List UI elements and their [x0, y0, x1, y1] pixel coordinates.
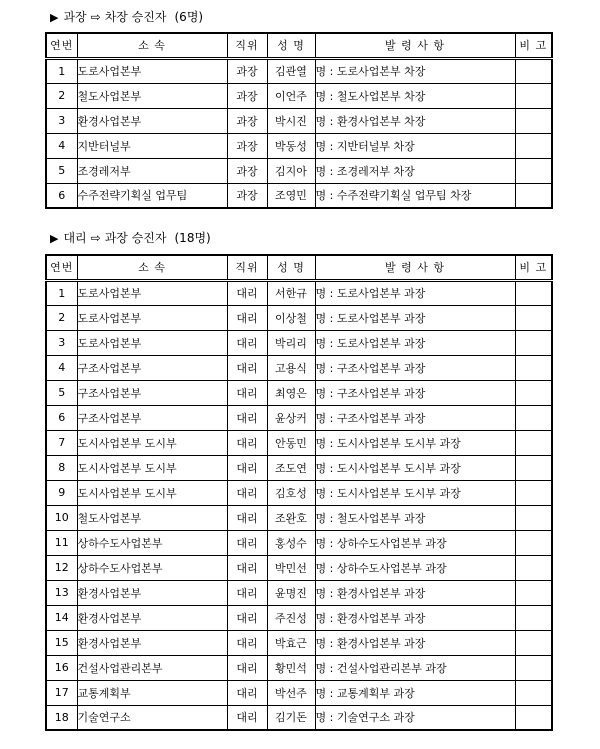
cell-position: 과장	[227, 108, 267, 133]
cell-order: 명 : 환경사업본부 과장	[315, 580, 515, 605]
cell-order: 명 : 도로사업본부 과장	[315, 330, 515, 355]
cell-no: 8	[46, 455, 77, 480]
table-row	[46, 380, 552, 405]
table-row	[46, 183, 552, 208]
cell-position: 대리	[227, 605, 267, 630]
cell-no: 15	[46, 630, 77, 655]
cell-no: 2	[46, 305, 77, 330]
section-title-2	[50, 230, 211, 247]
table-row	[46, 280, 552, 305]
cell-position: 대리	[227, 530, 267, 555]
cell-order: 명 : 구조사업본부 과장	[315, 405, 515, 430]
cell-order: 명 : 도시사업본부 도시부 과장	[315, 480, 515, 505]
cell-name: 윤명진	[267, 580, 315, 605]
cell-dept: 환경사업본부	[77, 108, 227, 133]
cell-no: 13	[46, 580, 77, 605]
cell-dept: 구조사업본부	[77, 405, 227, 430]
cell-no: 1	[46, 58, 77, 83]
cell-dept: 기술연구소	[77, 705, 227, 730]
cell-position: 대리	[227, 480, 267, 505]
cell-note	[515, 380, 552, 405]
table-row	[46, 158, 552, 183]
cell-position: 대리	[227, 555, 267, 580]
table-row	[46, 680, 552, 705]
section-from: 과장	[63, 10, 87, 24]
cell-name: 황민석	[267, 655, 315, 680]
cell-dept: 지반터널부	[77, 133, 227, 158]
cell-name: 최영은	[267, 380, 315, 405]
cell-no: 6	[46, 183, 77, 208]
cell-name: 조영민	[267, 183, 315, 208]
cell-no: 5	[46, 380, 77, 405]
cell-no: 6	[46, 405, 77, 430]
cell-dept: 도로사업본부	[77, 305, 227, 330]
cell-order: 명 : 환경사업본부 과장	[315, 605, 515, 630]
cell-order: 명 : 환경사업본부 차장	[315, 108, 515, 133]
cell-order: 명 : 도시사업본부 도시부 과장	[315, 455, 515, 480]
cell-no: 3	[46, 108, 77, 133]
table-header-row	[46, 33, 552, 58]
header-no: 연번	[46, 33, 77, 58]
cell-dept: 도시사업본부 도시부	[77, 480, 227, 505]
promotion-table-manager-to-deputy	[45, 32, 553, 209]
outline-arrow-right-icon: ⇨	[90, 10, 101, 24]
table-row	[46, 355, 552, 380]
cell-name: 주진성	[267, 605, 315, 630]
cell-note	[515, 580, 552, 605]
cell-note	[515, 405, 552, 430]
table-row	[46, 705, 552, 730]
table-row	[46, 305, 552, 330]
cell-dept: 구조사업본부	[77, 355, 227, 380]
cell-dept: 수주전략기획실 업무팀	[77, 183, 227, 208]
cell-name: 박선주	[267, 680, 315, 705]
cell-note	[515, 183, 552, 208]
cell-name: 박동성	[267, 133, 315, 158]
table-row	[46, 580, 552, 605]
cell-order: 명 : 도로사업본부 과장	[315, 280, 515, 305]
cell-note	[515, 630, 552, 655]
cell-order: 명 : 철도사업본부 과장	[315, 505, 515, 530]
cell-note	[515, 158, 552, 183]
cell-name: 박민선	[267, 555, 315, 580]
header-position: 직위	[227, 255, 267, 280]
cell-name: 이상철	[267, 305, 315, 330]
cell-order: 명 : 구조사업본부 과장	[315, 380, 515, 405]
table-row	[46, 630, 552, 655]
cell-dept: 도시사업본부 도시부	[77, 430, 227, 455]
table-row	[46, 555, 552, 580]
cell-order: 명 : 도시사업본부 도시부 과장	[315, 430, 515, 455]
cell-note	[515, 133, 552, 158]
table-row	[46, 455, 552, 480]
cell-note	[515, 530, 552, 555]
table-row	[46, 530, 552, 555]
cell-no: 7	[46, 430, 77, 455]
cell-dept: 상하수도사업본부	[77, 530, 227, 555]
cell-order: 명 : 환경사업본부 과장	[315, 630, 515, 655]
cell-dept: 철도사업본부	[77, 83, 227, 108]
cell-name: 조완호	[267, 505, 315, 530]
header-name: 성 명	[267, 33, 315, 58]
cell-dept: 환경사업본부	[77, 605, 227, 630]
promotion-table-assistant-to-manager	[45, 254, 553, 731]
cell-order: 명 : 교통계획부 과장	[315, 680, 515, 705]
table-row	[46, 330, 552, 355]
header-name: 성 명	[267, 255, 315, 280]
cell-name: 안동민	[267, 430, 315, 455]
cell-order: 명 : 기술연구소 과장	[315, 705, 515, 730]
cell-name: 이언주	[267, 83, 315, 108]
cell-order: 명 : 수주전략기획실 업무팀 차장	[315, 183, 515, 208]
cell-dept: 도로사업본부	[77, 280, 227, 305]
section-to: 과장 승진자	[104, 231, 167, 245]
table-row	[46, 405, 552, 430]
cell-position: 과장	[227, 183, 267, 208]
cell-note	[515, 480, 552, 505]
cell-order: 명 : 상하수도사업본부 과장	[315, 530, 515, 555]
table-row	[46, 58, 552, 83]
cell-note	[515, 280, 552, 305]
cell-position: 과장	[227, 133, 267, 158]
section-to: 차장 승진자	[104, 10, 167, 24]
cell-name: 박리리	[267, 330, 315, 355]
cell-order: 명 : 건설사업관리본부 과장	[315, 655, 515, 680]
cell-dept: 구조사업본부	[77, 380, 227, 405]
table-row	[46, 480, 552, 505]
cell-note	[515, 680, 552, 705]
cell-dept: 도로사업본부	[77, 330, 227, 355]
cell-name: 홍성수	[267, 530, 315, 555]
cell-no: 10	[46, 505, 77, 530]
cell-note	[515, 83, 552, 108]
triangle-bullet-icon: ▶	[50, 232, 59, 245]
cell-note	[515, 108, 552, 133]
cell-dept: 도시사업본부 도시부	[77, 455, 227, 480]
cell-name: 김호성	[267, 480, 315, 505]
cell-order: 명 : 철도사업본부 차장	[315, 83, 515, 108]
cell-note	[515, 605, 552, 630]
cell-order: 명 : 도로사업본부 과장	[315, 305, 515, 330]
cell-name: 윤상커	[267, 405, 315, 430]
cell-dept: 도로사업본부	[77, 58, 227, 83]
outline-arrow-right-icon: ⇨	[90, 231, 101, 245]
cell-no: 16	[46, 655, 77, 680]
triangle-bullet-icon: ▶	[50, 11, 59, 24]
cell-dept: 환경사업본부	[77, 630, 227, 655]
cell-name: 서한규	[267, 280, 315, 305]
cell-note	[515, 555, 552, 580]
cell-name: 고용식	[267, 355, 315, 380]
cell-position: 대리	[227, 705, 267, 730]
header-position: 직위	[227, 33, 267, 58]
cell-note	[515, 330, 552, 355]
cell-position: 과장	[227, 58, 267, 83]
cell-dept: 환경사업본부	[77, 580, 227, 605]
cell-order: 명 : 구조사업본부 과장	[315, 355, 515, 380]
cell-no: 2	[46, 83, 77, 108]
cell-no: 5	[46, 158, 77, 183]
table-row	[46, 108, 552, 133]
cell-note	[515, 58, 552, 83]
section-count: (18명)	[174, 231, 211, 245]
cell-no: 9	[46, 480, 77, 505]
section-from: 대리	[63, 231, 87, 245]
cell-order: 명 : 상하수도사업본부 과장	[315, 555, 515, 580]
cell-note	[515, 355, 552, 380]
cell-position: 대리	[227, 455, 267, 480]
cell-dept: 교통계획부	[77, 680, 227, 705]
cell-position: 과장	[227, 83, 267, 108]
cell-position: 대리	[227, 330, 267, 355]
header-order: 발 령 사 항	[315, 255, 515, 280]
cell-position: 대리	[227, 405, 267, 430]
header-dept: 소 속	[77, 33, 227, 58]
cell-no: 4	[46, 133, 77, 158]
cell-position: 대리	[227, 280, 267, 305]
table-row	[46, 655, 552, 680]
cell-position: 대리	[227, 655, 267, 680]
cell-position: 대리	[227, 580, 267, 605]
cell-position: 대리	[227, 430, 267, 455]
cell-note	[515, 305, 552, 330]
table-header-row	[46, 255, 552, 280]
cell-name: 조도연	[267, 455, 315, 480]
header-note: 비 고	[515, 255, 552, 280]
cell-no: 3	[46, 330, 77, 355]
cell-position: 대리	[227, 505, 267, 530]
cell-name: 김관열	[267, 58, 315, 83]
cell-position: 대리	[227, 380, 267, 405]
cell-dept: 철도사업본부	[77, 505, 227, 530]
cell-note	[515, 505, 552, 530]
cell-note	[515, 455, 552, 480]
header-order: 발 령 사 항	[315, 33, 515, 58]
cell-dept: 건설사업관리본부	[77, 655, 227, 680]
table-row	[46, 505, 552, 530]
header-no: 연번	[46, 255, 77, 280]
cell-no: 18	[46, 705, 77, 730]
cell-order: 명 : 도로사업본부 차장	[315, 58, 515, 83]
cell-no: 1	[46, 280, 77, 305]
cell-note	[515, 655, 552, 680]
cell-name: 박시진	[267, 108, 315, 133]
cell-position: 대리	[227, 305, 267, 330]
header-dept: 소 속	[77, 255, 227, 280]
table-row	[46, 430, 552, 455]
cell-dept: 조경레저부	[77, 158, 227, 183]
cell-note	[515, 430, 552, 455]
cell-no: 17	[46, 680, 77, 705]
cell-name: 김지아	[267, 158, 315, 183]
cell-no: 14	[46, 605, 77, 630]
cell-name: 김기돈	[267, 705, 315, 730]
table-row	[46, 83, 552, 108]
cell-no: 4	[46, 355, 77, 380]
table-row	[46, 133, 552, 158]
cell-order: 명 : 지반터널부 차장	[315, 133, 515, 158]
cell-position: 대리	[227, 680, 267, 705]
cell-position: 대리	[227, 630, 267, 655]
cell-no: 12	[46, 555, 77, 580]
cell-note	[515, 705, 552, 730]
cell-position: 대리	[227, 355, 267, 380]
cell-no: 11	[46, 530, 77, 555]
cell-dept: 상하수도사업본부	[77, 555, 227, 580]
header-note: 비 고	[515, 33, 552, 58]
cell-order: 명 : 조경레저부 차장	[315, 158, 515, 183]
cell-position: 과장	[227, 158, 267, 183]
section-count: (6명)	[174, 10, 204, 24]
table-row	[46, 605, 552, 630]
cell-name: 박효근	[267, 630, 315, 655]
section-title-1	[50, 9, 203, 26]
